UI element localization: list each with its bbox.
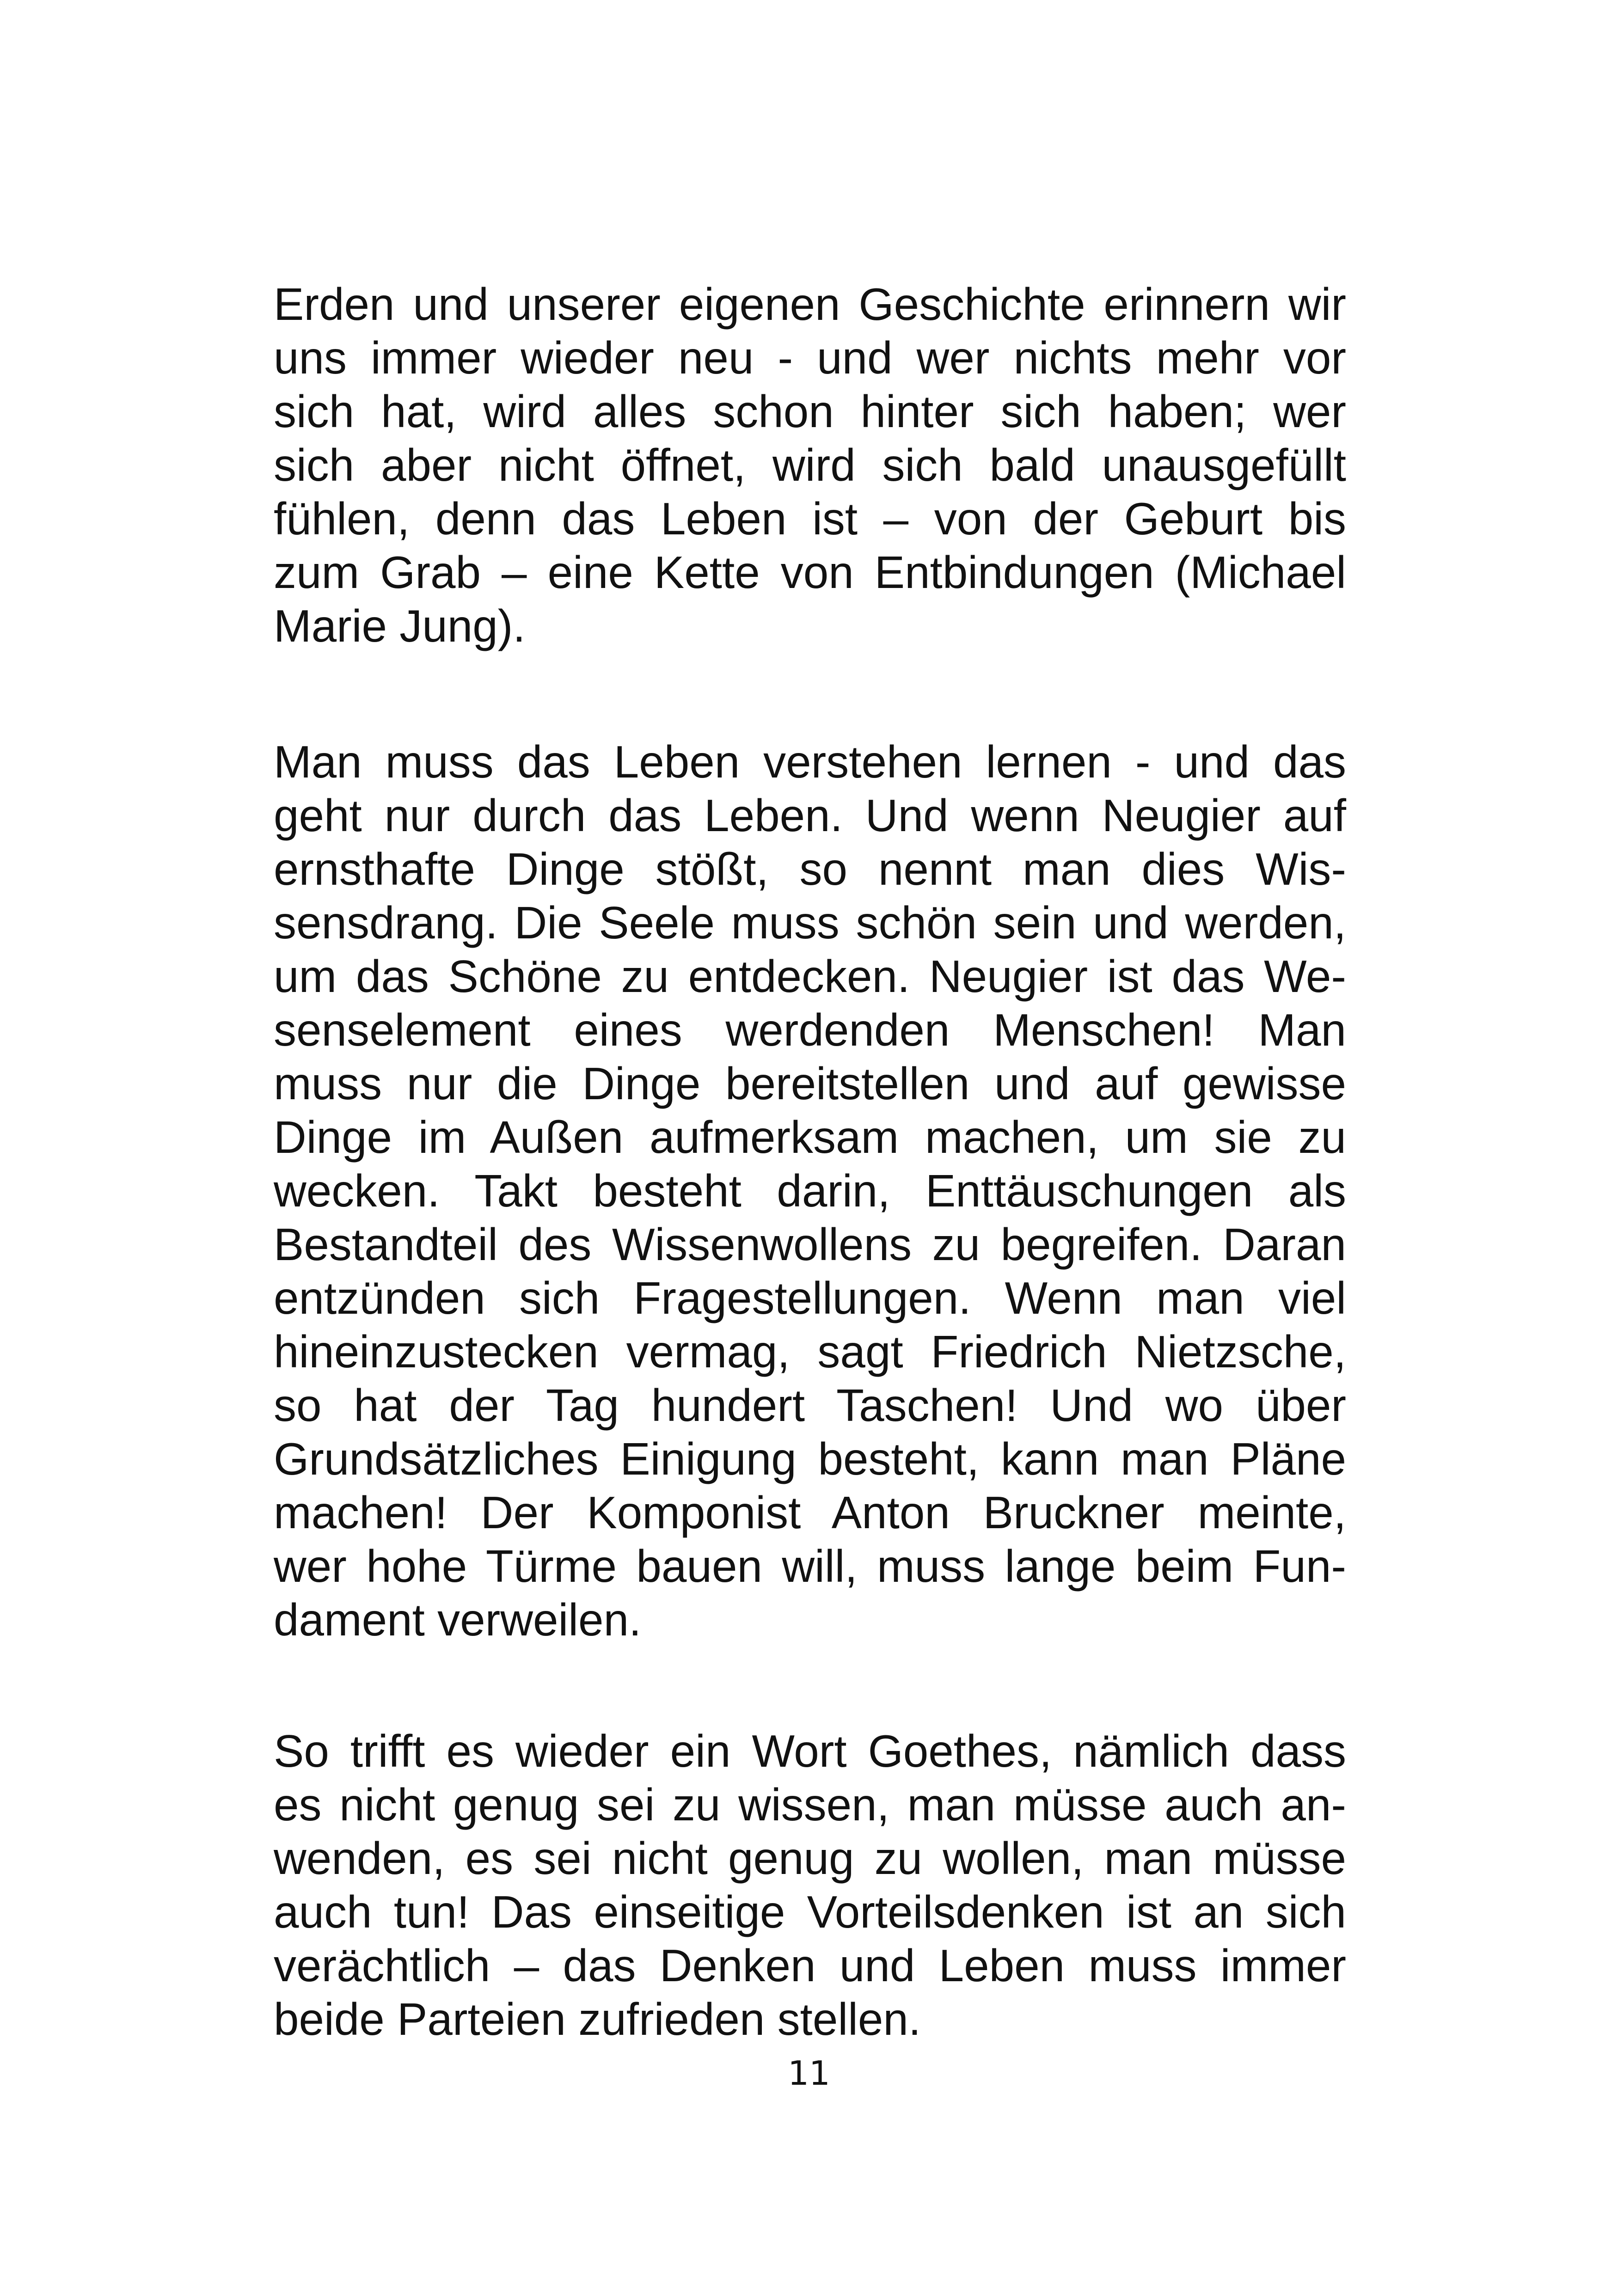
text-line: muss nur die Dinge bereitstellen und auf gewisse (274, 1058, 1346, 1109)
text-line: hineinzustecken vermag, sagt Friedrich Nietzsche, (274, 1326, 1346, 1377)
text-line: Bestandteil des Wissenwollens zu begreifen. Daran (274, 1219, 1346, 1270)
text-line: wer hohe Türme bauen will, muss lange beim Fun- (274, 1541, 1346, 1592)
text-line: entzünden sich Fragestellungen. Wenn man viel (274, 1273, 1346, 1323)
text-line: zum Grab – eine Kette von Entbindungen (Michael (274, 547, 1346, 598)
text-line: Man muss das Leben verstehen lernen - und das (274, 736, 1346, 787)
text-line: machen! Der Komponist Anton Bruckner meinte, (274, 1487, 1346, 1538)
text-line: wenden, es sei nicht genug zu wollen, man müsse (274, 1833, 1346, 1884)
text-line: sensdrang. Die Seele muss schön sein und werden, (274, 897, 1346, 948)
text-line: um das Schöne zu entdecken. Neugier ist das We- (274, 951, 1346, 1002)
text-line: sich hat, wird alles schon hinter sich haben; wer (274, 386, 1346, 437)
text-line: Marie Jung). (274, 600, 526, 651)
text-line: beide Parteien zufrieden stellen. (274, 1994, 921, 2045)
text-line: ernsthafte Dinge stößt, so nennt man dies Wis- (274, 844, 1346, 894)
text-line: uns immer wieder neu - und wer nichts mehr vor (274, 332, 1346, 383)
paragraph-1 (274, 277, 1346, 653)
page-number: 11 (788, 2054, 830, 2093)
text-line: geht nur durch das Leben. Und wenn Neugier auf (274, 790, 1346, 841)
text-line: auch tun! Das einseitige Vorteilsdenken ist an sich (274, 1886, 1346, 1937)
text-line: Dinge im Außen aufmerksam machen, um sie zu (274, 1112, 1346, 1163)
text-line: fühlen, denn das Leben ist – von der Geburt bis (274, 493, 1346, 544)
paragraph-2 (274, 735, 1346, 1647)
text-line: verächtlich – das Denken und Leben muss immer (274, 1940, 1346, 1991)
text-line: dament verweilen. (274, 1594, 642, 1645)
text-line: so hat der Tag hundert Taschen! Und wo über (274, 1380, 1346, 1431)
paragraph-3 (274, 1724, 1346, 2046)
text-line: wecken. Takt besteht darin, Enttäuschungen als (274, 1165, 1346, 1216)
text-line: Erden und unserer eigenen Geschichte erinnern wir (274, 279, 1346, 330)
text-line: Grundsätzliches Einigung besteht, kann man Pläne (274, 1433, 1346, 1484)
text-line: sich aber nicht öffnet, wird sich bald unausgefüllt (274, 440, 1346, 490)
text-line: es nicht genug sei zu wissen, man müsse auch an- (274, 1779, 1346, 1830)
text-line: So trifft es wieder ein Wort Goethes, nämlich dass (274, 1726, 1346, 1776)
text-line: senselement eines werdenden Menschen! Man (274, 1004, 1346, 1055)
